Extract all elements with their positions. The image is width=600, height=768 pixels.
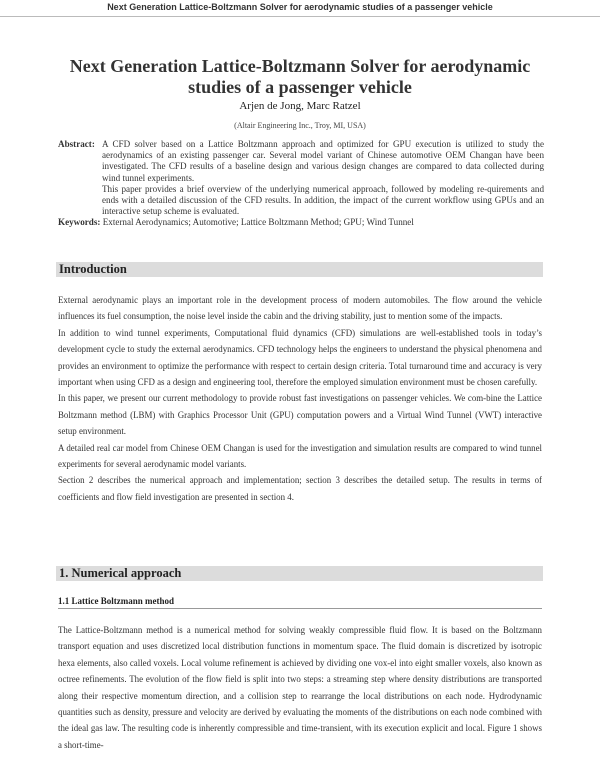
abstract-paragraph: This paper provides a brief overview of the underlying numerical approach, followed by modeling re-quirements and ends with a detailed discussion of the CFD results. In addition, the impact of the current workflow using GPUs and an interactive setup scheme is evaluated. — [102, 183, 544, 217]
body-paragraph: External aerodynamic plays an important role in the development process of modern automobiles. The flow around the vehicle influences its fuel consumption, the noise level inside the cabin and the driving stability, just to mention some of the impacts. — [58, 295, 542, 322]
subsection-heading-lbm: 1.1 Lattice Boltzmann method — [58, 596, 542, 609]
abstract-paragraph: A CFD solver based on a Lattice Boltzmann approach and optimized for GPU execution is utilized to study the aerodynamics of an existing passenger car. Several model variant of Chinese automotive OEM Changan have been investigated. The CFD results of a baseline design and various design changes are compared to data collected during wind tunnel experiments. — [102, 139, 544, 183]
lbm-body — [58, 622, 542, 753]
introduction-body — [58, 292, 542, 505]
title-line-2: studies of a passenger vehicle — [188, 77, 412, 97]
running-header: Next Generation Lattice-Boltzmann Solver for aerodynamic studies of a passenger vehicle — [0, 0, 600, 17]
abstract-block — [58, 139, 544, 229]
keywords-line — [58, 217, 544, 228]
section-heading-numerical-approach: 1. Numerical approach — [56, 566, 543, 581]
body-paragraph: A detailed real car model from Chinese OEM Changan is used for the investigation and simulation results are compared to wind tunnel experiments for several aerodynamic model variants. — [58, 442, 542, 470]
paper-title — [40, 56, 560, 98]
body-paragraph: Section 2 describes the numerical approach and implementation; section 3 describes the detailed setup. The results in terms of coefficients and flow field investigation are presented in section 4. — [58, 475, 542, 502]
authors: Arjen de Jong, Marc Ratzel — [239, 100, 361, 112]
abstract-text — [102, 139, 544, 217]
title-line-1: Next Generation Lattice-Boltzmann Solver for aerodynamic — [69, 56, 531, 76]
section-heading-introduction: Introduction — [56, 262, 543, 277]
abstract-label: Abstract: — [58, 139, 95, 149]
body-paragraph: In this paper, we present our current methodology to provide robust fast investigations on passenger vehicles. We com-bine the Lattice Boltzmann method (LBM) with Graphics Processor Unit (GPU) computation powers and a Virtual Wind Tunnel (VWT) interactive setup environment. — [58, 393, 542, 437]
affiliation: (Altair Engineering Inc., Troy, MI, USA) — [234, 121, 366, 130]
body-paragraph: In addition to wind tunnel experiments, Computational fluid dynamics (CFD) simulations are well-established tools in today’s development cycle to study the external aerodynamics. CFD technology helps the engineers to understand the physical phenomena and provides an environment to optimize the performance with respect to certain design criteria. Total turnaround time and accuracy is very important when using CFD as a design and engineering tool, therefore the employed simulation environment must be chosen carefully. — [58, 327, 542, 388]
keywords-text: External Aerodynamics; Automotive; Lattice Boltzmann Method; GPU; Wind Tunnel — [102, 217, 414, 228]
body-paragraph: The Lattice-Boltzmann method is a numerical method for solving weakly compressible fluid flow. It is based on the Boltzmann transport equation and uses discretized local distribution functions in momentum space. The fluid domain is discretized by isotropic hexa elements, also called voxels. Local volume refinement is achieved by dividing one vox-el into eight smaller voxels, also known as octree refinements. The evolution of the flow field is split into two steps: a streaming step where density distributions are transported along their respective momentum direction, and a collision step to rearrange the local distributions on each node. Hydrodynamic quantities such as density, pressure and velocity are derived by evaluating the moments of the distributions on each node combined with the ideal gas law. The resulting code is inherently compressible and time-transient, with its execution explicit and local. Figure 1 shows a short-time- — [58, 625, 542, 750]
keywords-label: Keywords: — [58, 217, 101, 228]
